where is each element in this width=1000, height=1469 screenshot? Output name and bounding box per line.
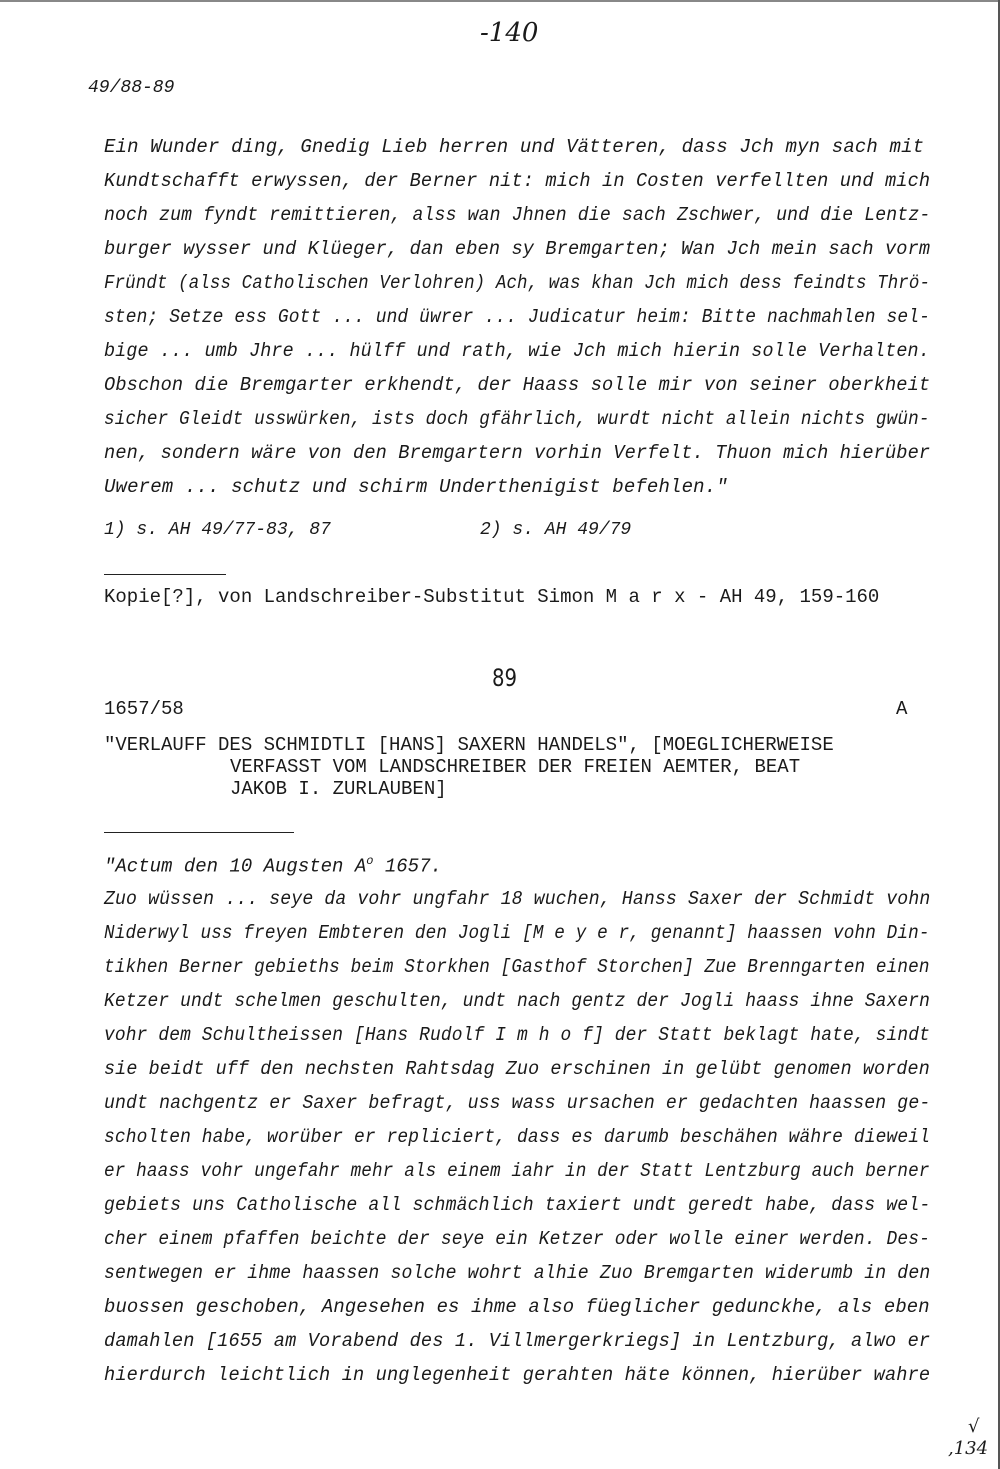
separator-rule [104, 832, 294, 833]
source-line: Kopie[?], von Landschreiber-Substitut Simon M a r x - AH 49, 159-160 [104, 586, 880, 608]
actum-text: "Actum den 10 Augsten A [104, 855, 367, 878]
separator-rule [104, 574, 226, 575]
text-line: sicher Gleidt usswürken, ists doch gfährlich, wurdt nicht allein nichts gwün- [104, 408, 930, 430]
text-line: Obschon die Bremgarter erkhendt, der Haass solle mir von seiner oberkheit [104, 374, 931, 396]
text-line: er haass vohr ungefahr mehr als einem iahr in der Statt Lentzburg auch berner [104, 1160, 930, 1182]
footnote-1: 1) s. AH 49/77-83, 87 [104, 520, 331, 540]
text-line: Niderwyl uss freyen Embteren den Jogli [M e y e r, genannt] haassen vohn Din- [104, 922, 930, 944]
text-line: burger wysser und Klüeger, dan eben sy Bremgarten; Wan Jch mein sach vorm [104, 238, 931, 260]
text-line: sentwegen er ihme haassen solche wohrt alhie Zuo Bremgarten widerumb in den [104, 1262, 931, 1284]
heading-line: VERFASST VOM LANDSCHREIBER DER FREIEN AEMTER, BEAT [230, 756, 801, 778]
scan-top-edge [0, 0, 1000, 2]
corner-check-mark: √ [968, 1416, 980, 1437]
text-line: nen, sondern wäre von den Bremgartern vorhin Verfelt. Thuon mich hierüber [104, 442, 931, 464]
text-line: Uwerem ... schutz und schirm Underthenigist befehlen." [104, 476, 728, 498]
text-line: Zuo wüssen ... seye da vohr ungfahr 18 wuchen, Hanss Saxer der Schmidt vohn [104, 888, 931, 910]
document-reference: 49/88-89 [88, 78, 175, 98]
text-line: Ketzer undt schelmen geschulten, undt nach gentz der Jogli haass ihne Saxern [104, 990, 930, 1012]
heading-line: JAKOB I. ZURLAUBEN] [230, 778, 447, 800]
entry-number: 89 [492, 664, 518, 692]
actum-superscript: o [366, 854, 374, 868]
entry-date: 1657/58 [104, 698, 184, 720]
actum-line [104, 854, 442, 877]
text-line: undt nachgentz er Saxer befragt, uss wass ursachen er gedachten haassen ge- [104, 1092, 931, 1114]
text-line: sten; Setze ess Gott ... und üwrer ... Judicatur heim: Bitte nachmahlen sel- [104, 306, 930, 328]
text-line: scholten habe, worüber er repliciert, dass es darumb beschähen währe dieweil [104, 1126, 930, 1148]
handwritten-page-number: -140 [480, 18, 539, 48]
text-line: buossen geschoben, Angesehen es ihme also füeglicher gedunckhe, als eben [104, 1296, 930, 1318]
footnote-2: 2) s. AH 49/79 [480, 520, 632, 540]
text-line: tikhen Berner gebieths beim Storkhen [Gasthof Storchen] Zue Brenngarten einen [104, 956, 930, 978]
actum-year: 1657. [384, 855, 442, 878]
text-line: Fründt (alss Catholischen Verlohren) Ach, was khan Jch mich dess feindts Thrö- [104, 272, 931, 294]
entry-letter: A [896, 698, 908, 720]
text-line: hierdurch leichtlich in unglegenheit gerahten häte können, hierüber wahre [104, 1364, 931, 1386]
text-line: Ein Wunder ding, Gnedig Lieb herren und Vätteren, dass Jch myn sach mit [104, 136, 925, 158]
text-line: gebiets uns Catholische all schmächlich taxiert undt geredt habe, dass wel- [104, 1194, 931, 1216]
text-line: cher einem pfaffen beichte der seye ein Ketzer oder wolle einer werden. Des- [104, 1228, 930, 1250]
text-line: vohr dem Schultheissen [Hans Rudolf I m h o f] der Statt beklagt hate, sindt [104, 1024, 930, 1046]
text-line: sie beidt uff den nechsten Rahtsdag Zuo erschinen in gelübt genomen worden [104, 1058, 930, 1080]
text-line: noch zum fyndt remittieren, alss wan Jhnen die sach Zschwer, und die Lentz- [104, 204, 931, 226]
text-line: Kundtschafft erwyssen, der Berner nit: mich in Costen verfellten und mich [104, 170, 931, 192]
corner-page-number: ,134 [948, 1438, 989, 1459]
text-line: bige ... umb Jhre ... hülff und rath, wie Jch mich hierin solle Verhalten. [104, 340, 930, 362]
text-line: damahlen [1655 am Vorabend des 1. Villmergerkriegs] in Lentzburg, alwo er [104, 1330, 931, 1352]
heading-line: "VERLAUFF DES SCHMIDTLI [HANS] SAXERN HANDELS", [MOEGLICHERWEISE [104, 734, 834, 756]
